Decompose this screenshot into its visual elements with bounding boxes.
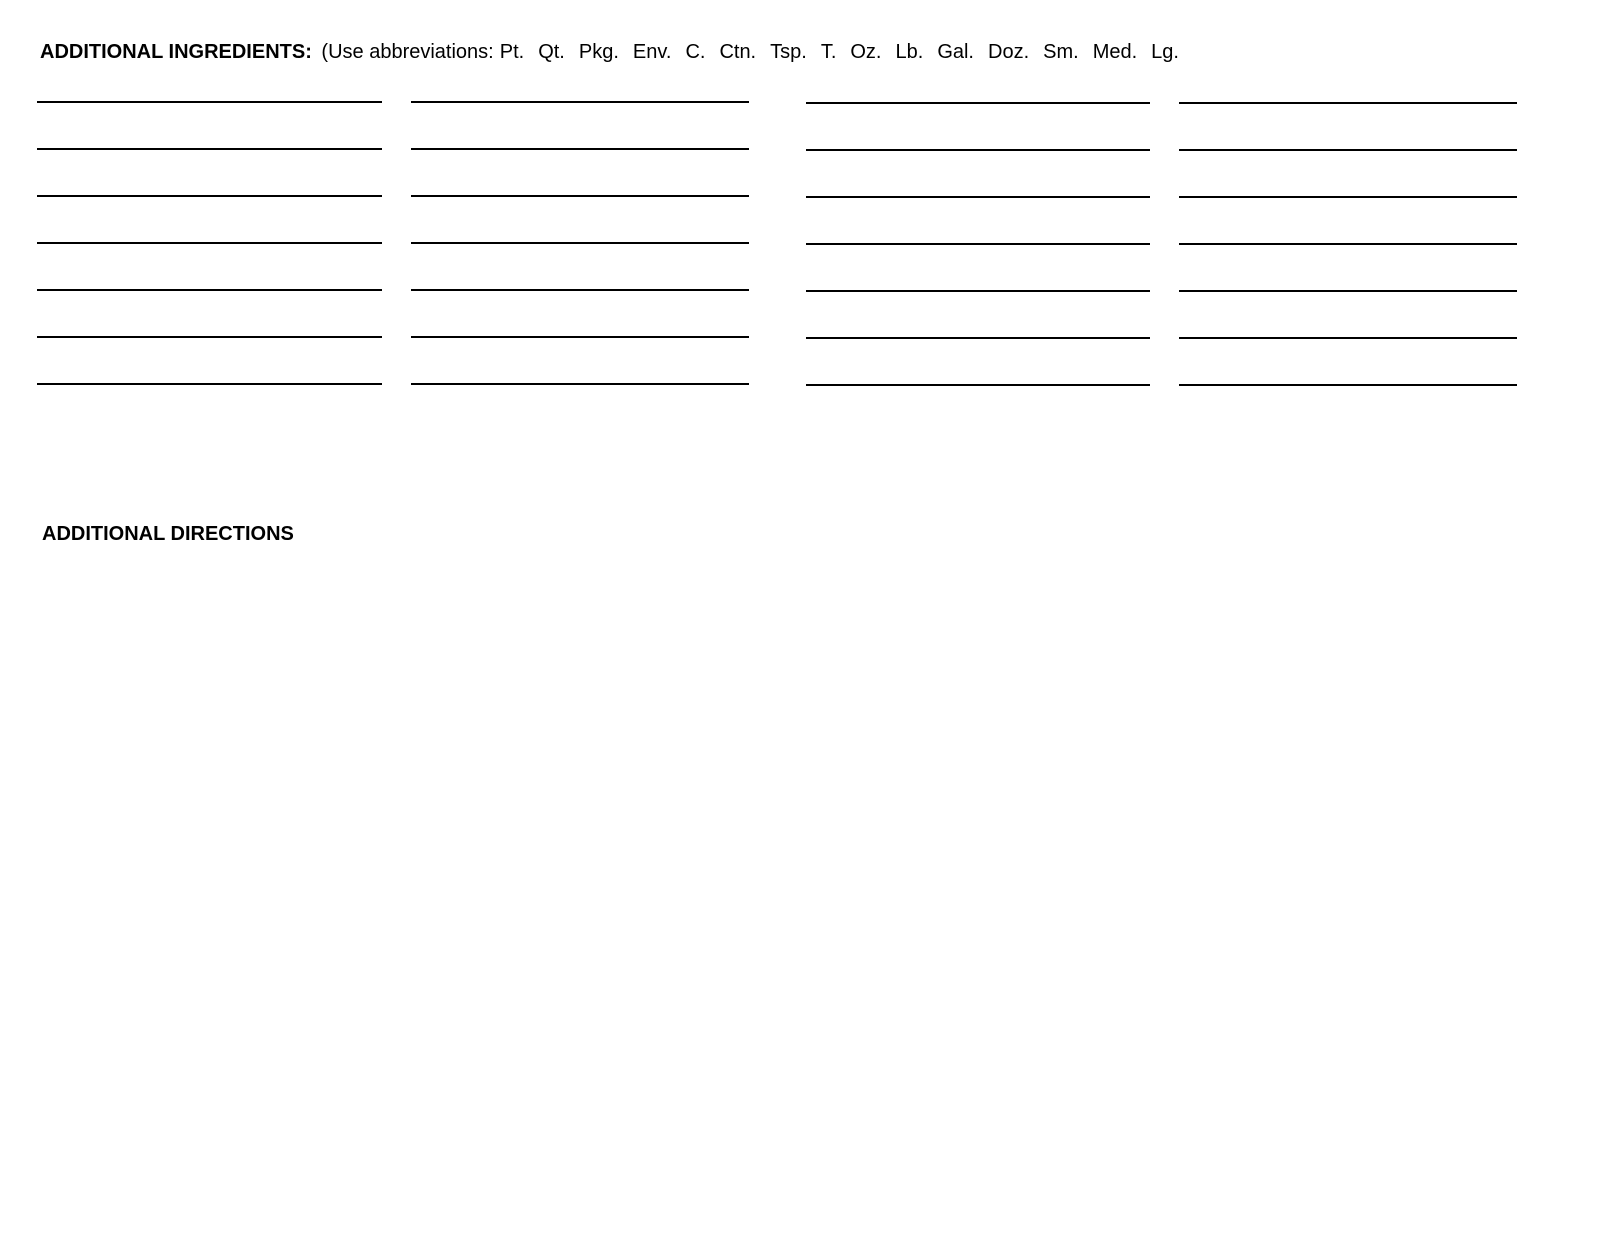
ingredient-blank-line[interactable]: [37, 383, 382, 385]
ingredient-blank-line[interactable]: [806, 384, 1150, 386]
abbreviation: Tsp.: [770, 41, 807, 63]
ingredient-blank-line[interactable]: [411, 289, 749, 291]
abbreviation: Sm.: [1043, 41, 1079, 63]
ingredients-title: ADDITIONAL INGREDIENTS:: [40, 41, 312, 63]
ingredient-blank-line[interactable]: [806, 149, 1150, 151]
ingredient-blank-line[interactable]: [411, 336, 749, 338]
ingredient-blank-line[interactable]: [1179, 196, 1517, 198]
directions-title: ADDITIONAL DIRECTIONS: [42, 523, 294, 545]
ingredient-blank-line[interactable]: [806, 102, 1150, 104]
abbreviation: Gal.: [937, 41, 974, 63]
ingredient-blank-line[interactable]: [1179, 384, 1517, 386]
ingredient-blank-line[interactable]: [411, 195, 749, 197]
ingredient-blank-line[interactable]: [411, 242, 749, 244]
ingredient-blank-line[interactable]: [1179, 243, 1517, 245]
abbreviation: Pt.: [499, 41, 525, 63]
ingredient-blank-line[interactable]: [37, 289, 382, 291]
abbreviation: Oz.: [850, 41, 882, 63]
ingredient-blank-line[interactable]: [411, 383, 749, 385]
abbreviations-intro: (Use abbreviations:: [321, 41, 494, 63]
ingredient-blank-line[interactable]: [1179, 102, 1517, 104]
ingredient-blank-line[interactable]: [806, 196, 1150, 198]
abbreviation: C.: [685, 41, 706, 63]
ingredient-blank-line[interactable]: [37, 195, 382, 197]
abbreviation: T.: [820, 41, 837, 63]
abbreviation: Lb.: [895, 41, 924, 63]
ingredient-blank-line[interactable]: [37, 101, 382, 103]
abbreviation: Env.: [632, 41, 672, 63]
ingredient-blank-line[interactable]: [37, 148, 382, 150]
ingredient-blank-line[interactable]: [1179, 149, 1517, 151]
abbreviation: Med.: [1092, 41, 1138, 63]
ingredient-blank-line[interactable]: [1179, 290, 1517, 292]
abbreviation: Qt.: [538, 41, 565, 63]
ingredient-blank-lines: [0, 0, 1600, 420]
abbreviation: Lg.: [1151, 41, 1179, 63]
abbreviation: Doz.: [988, 41, 1030, 63]
abbreviation: Pkg.: [578, 41, 619, 63]
abbreviation: Ctn.: [719, 41, 757, 63]
ingredient-blank-line[interactable]: [1179, 337, 1517, 339]
ingredient-blank-line[interactable]: [806, 243, 1150, 245]
ingredient-blank-line[interactable]: [37, 336, 382, 338]
ingredient-blank-line[interactable]: [37, 242, 382, 244]
ingredient-blank-line[interactable]: [411, 101, 749, 103]
ingredient-blank-line[interactable]: [411, 148, 749, 150]
ingredient-blank-line[interactable]: [806, 337, 1150, 339]
ingredient-blank-line[interactable]: [806, 290, 1150, 292]
